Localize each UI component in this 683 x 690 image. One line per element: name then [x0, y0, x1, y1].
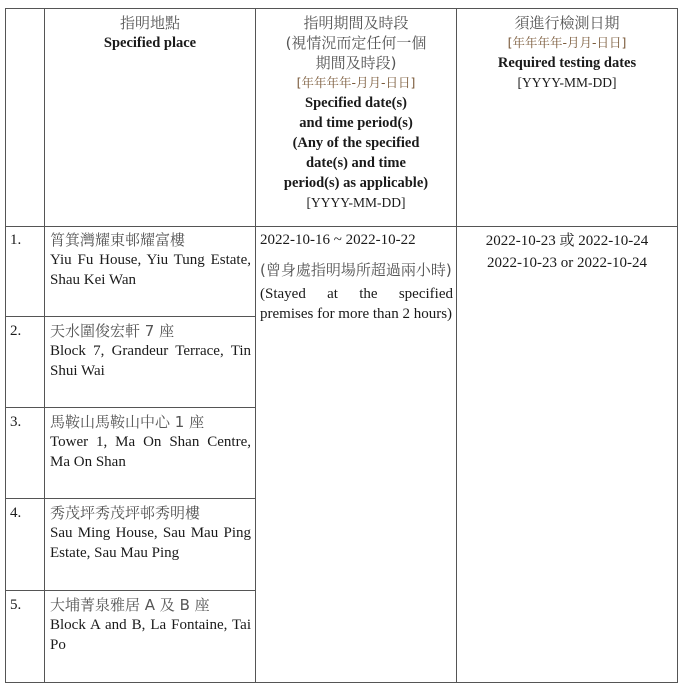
place-name-en: Yiu Fu House, Yiu Tung Estate, Shau Kei Wan — [50, 252, 251, 288]
place-name-zh: 馬鞍山馬鞍山中心 1 座 — [50, 413, 205, 431]
place-name-en: Sau Ming House, Sau Mau Ping Estate, Sau Mau Ping — [50, 525, 251, 561]
table-row — [50, 321, 251, 381]
header-period-zh-title: 指明期間及時段 — [303, 14, 409, 32]
place-name-zh: 秀茂坪秀茂坪邨秀明樓 — [50, 504, 201, 522]
period-dates: 2022-10-16 ~ 2022-10-22 — [260, 232, 416, 248]
table-row — [50, 595, 251, 655]
period-note-en: (Stayed at the specified premises for more than 2 hours) — [260, 286, 453, 322]
row-number: 1. — [10, 232, 22, 248]
row-number: 2. — [10, 323, 22, 339]
place-name-en: Block 7, Grandeur Terrace, Tin Shui Wai — [50, 343, 251, 379]
table-border-top — [5, 8, 678, 9]
header-place-en: Specified place — [103, 35, 197, 51]
header-period — [257, 13, 455, 213]
place-name-zh: 筲箕灣耀東邨耀富樓 — [50, 231, 186, 249]
place-name-zh: 大埔菁泉雅居 A 及 B 座 — [50, 596, 210, 614]
testing-dates-zh: 2022-10-23 或 2022-10-24 — [485, 233, 649, 249]
place-name-en: Tower 1, Ma On Shan Centre, Ma On Shan — [50, 434, 251, 470]
header-testing-en-title: Required testing dates — [497, 55, 637, 71]
table-row — [50, 412, 251, 472]
header-testing-zh-format: [年年年年-月月-日日] — [507, 35, 627, 50]
header-period-en-5: period(s) as applicable) — [283, 175, 429, 191]
row-divider-4 — [5, 590, 256, 591]
header-period-en-4: date(s) and time — [306, 155, 406, 171]
row-number: 3. — [10, 414, 22, 430]
place-name-zh: 天水圍俊宏軒 7 座 — [50, 322, 175, 340]
period-note-zh: (曾身處指明場所超過兩小時) — [260, 261, 452, 279]
period-cell — [260, 230, 453, 324]
column-divider-period — [456, 8, 457, 683]
row-divider-3 — [5, 498, 256, 499]
column-divider-number — [44, 8, 45, 683]
header-period-en-1: Specified date(s) — [305, 95, 407, 111]
header-period-zh-format: [年年年年-月月-日日] — [296, 75, 416, 90]
header-period-en-2: and time period(s) — [299, 115, 413, 131]
table-row — [50, 230, 251, 290]
row-divider-2 — [5, 407, 256, 408]
header-period-en-3: (Any of the specified — [292, 135, 420, 151]
header-period-zh-note-1: (視情況而定任何一個 — [285, 34, 427, 52]
row-divider-1 — [5, 316, 256, 317]
header-testing-en-format: [YYYY-MM-DD] — [517, 75, 617, 90]
header-divider — [5, 226, 678, 227]
table-border-bottom — [5, 682, 678, 683]
place-name-en: Block A and B, La Fontaine, Tai Po — [50, 617, 251, 653]
header-place — [46, 13, 254, 53]
table-row — [50, 503, 251, 563]
row-number: 5. — [10, 597, 22, 613]
row-number: 4. — [10, 505, 22, 521]
testing-cell — [458, 230, 676, 274]
header-testing — [458, 13, 676, 93]
header-period-en-format: [YYYY-MM-DD] — [306, 195, 406, 210]
table-border-right — [677, 8, 678, 683]
testing-dates-en: 2022-10-23 or 2022-10-24 — [487, 255, 647, 271]
column-divider-place — [255, 8, 256, 683]
header-period-zh-note-2: 期間及時段) — [315, 54, 397, 72]
table-border-left — [5, 8, 6, 683]
header-testing-zh-title: 須進行檢測日期 — [514, 14, 620, 32]
header-place-zh: 指明地點 — [119, 14, 180, 32]
